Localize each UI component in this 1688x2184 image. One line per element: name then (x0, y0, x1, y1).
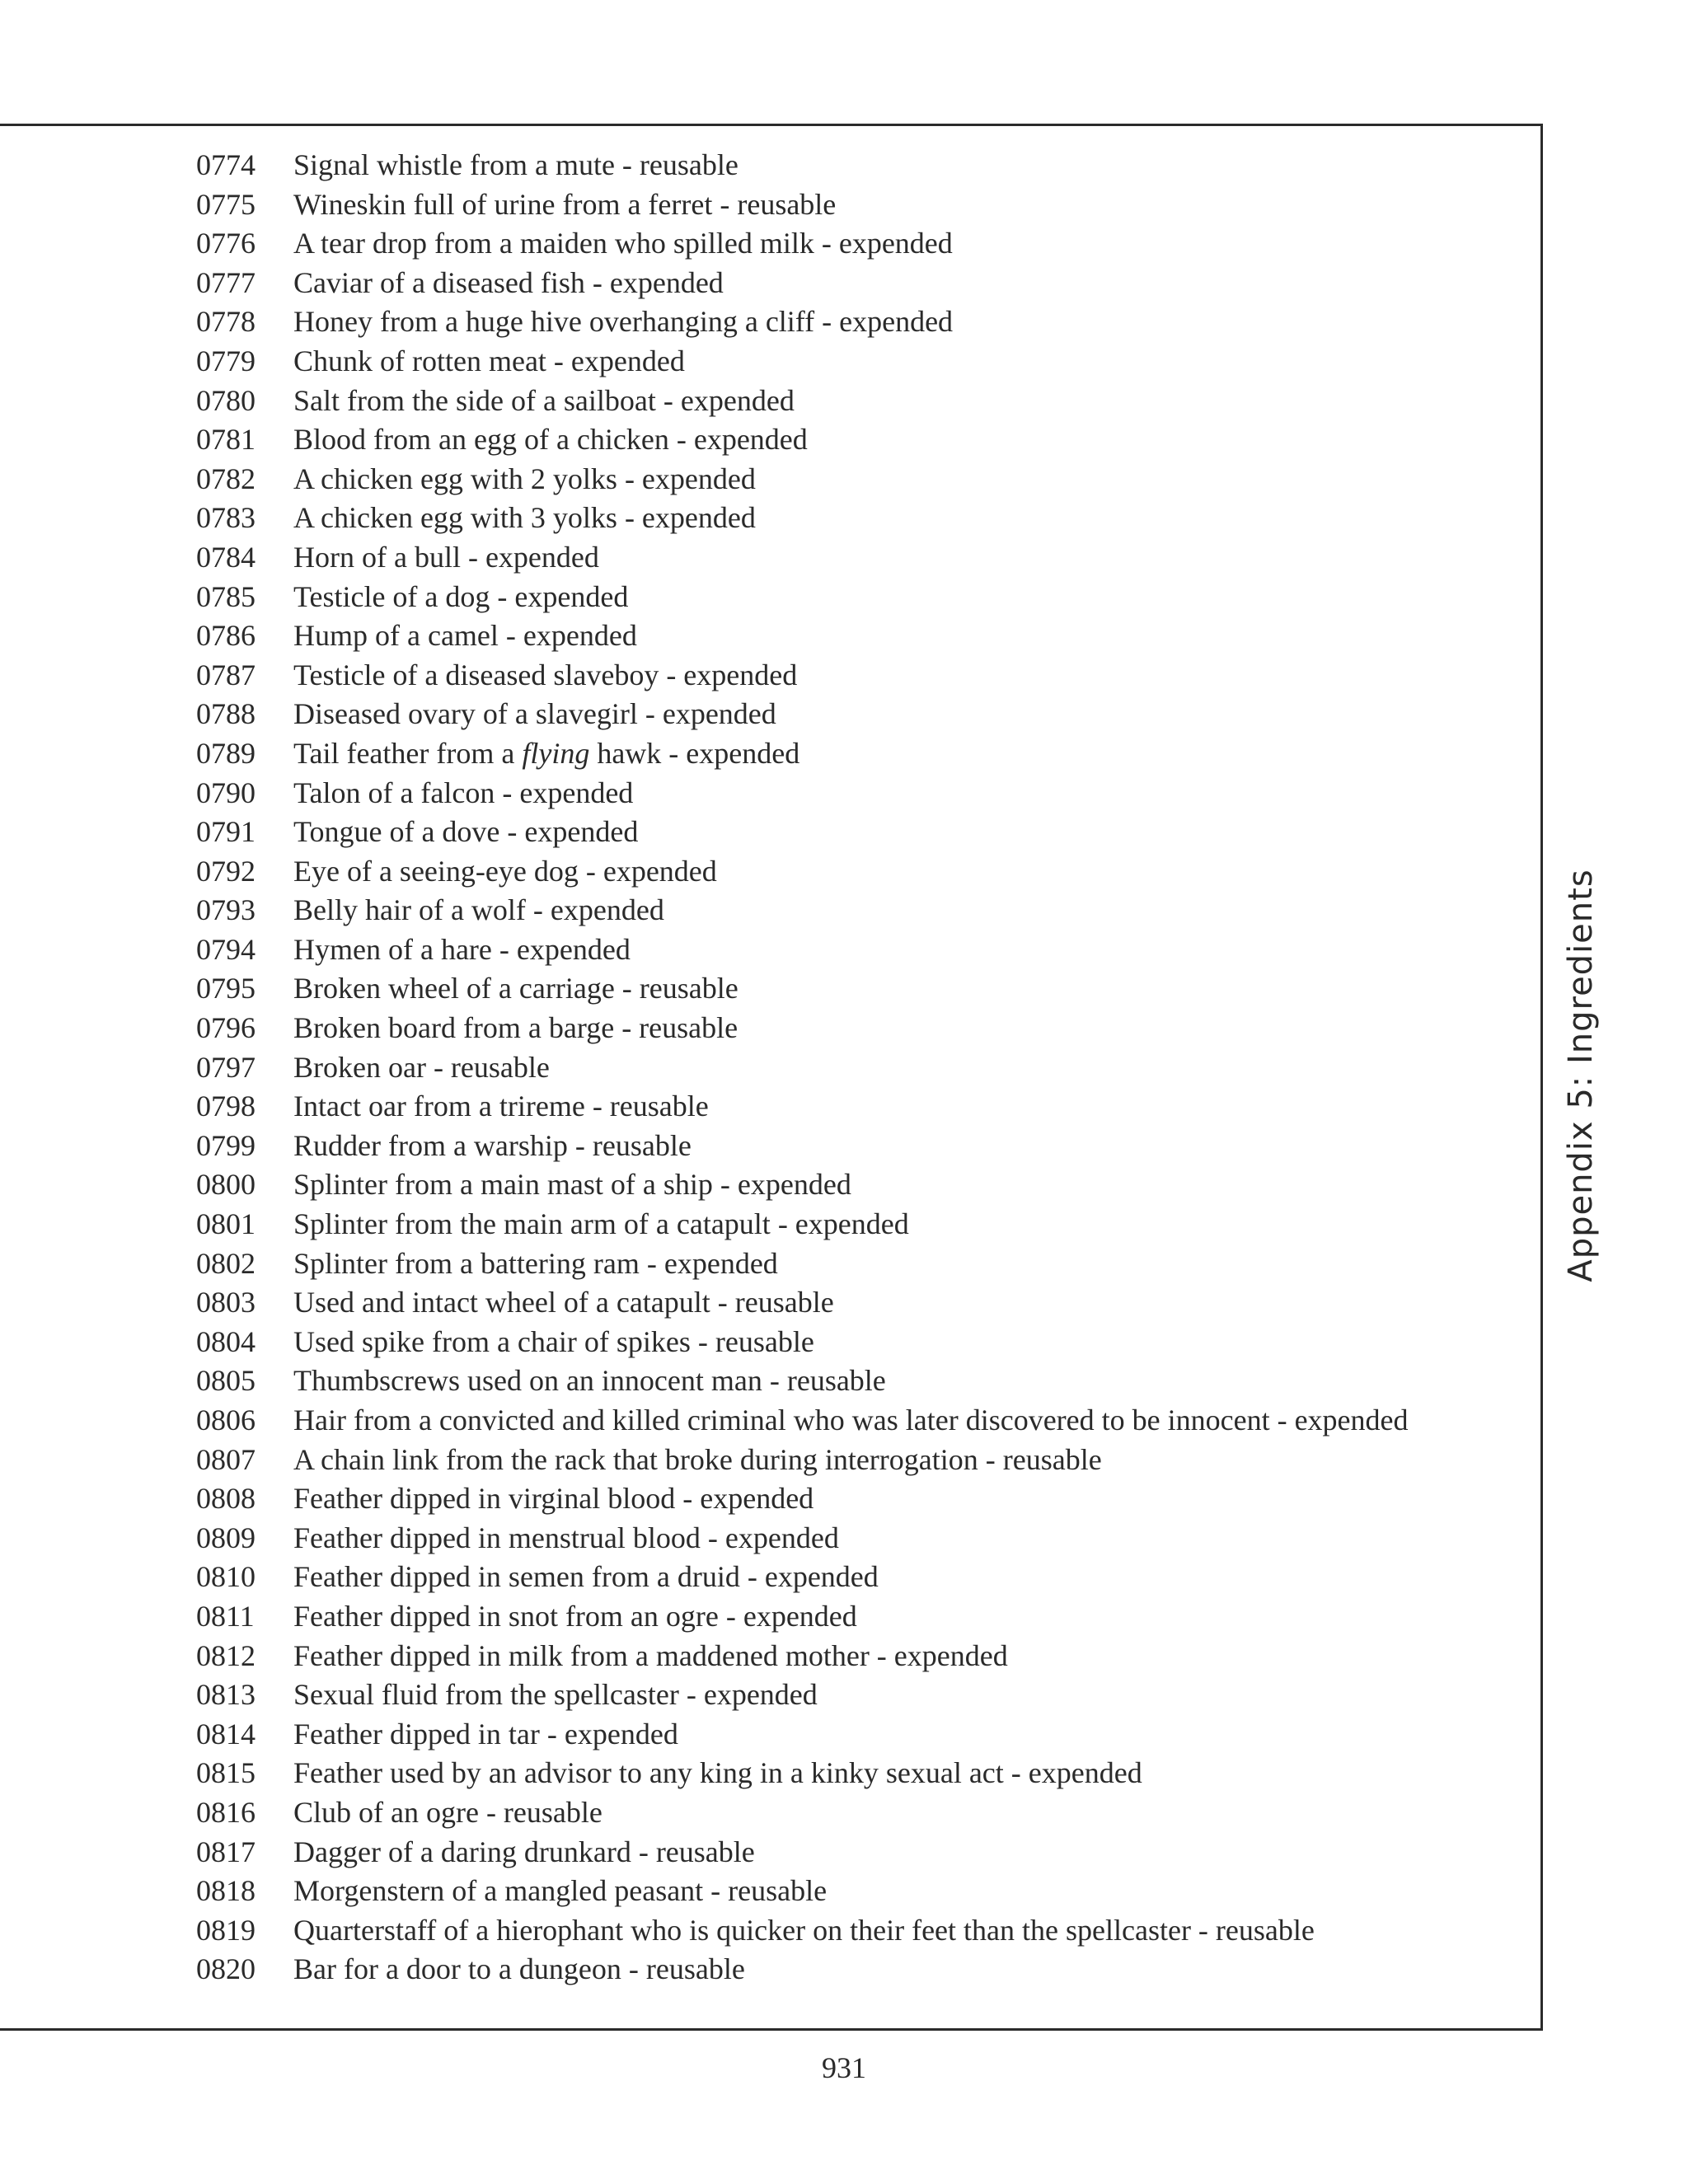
entry-text: A chicken egg with 2 yolks - expended (293, 462, 756, 495)
entry-number: 0802 (196, 1246, 256, 1280)
entry-text: Blood from an egg of a chicken - expended (293, 423, 808, 457)
entry-text: Hair from a convicted and killed criminal who was later discovered to be innocent - expended (293, 1404, 1409, 1436)
list-item (196, 891, 1409, 930)
entry-number: 0819 (196, 1913, 256, 1947)
entry-text: Feather dipped in snot from an ogre - expended (293, 1599, 857, 1633)
entry-text: Tongue of a dove - expended (293, 815, 639, 849)
entry-text: Splinter from the main arm of a catapult - expended (293, 1207, 909, 1241)
entry-number: 0785 (196, 579, 256, 613)
entry-number: 0795 (196, 972, 256, 1005)
list-item (196, 1637, 1409, 1676)
list-item (196, 302, 1409, 342)
entry-number: 0801 (196, 1207, 256, 1241)
entry-number: 0776 (196, 227, 256, 260)
entry-number: 0794 (196, 932, 256, 966)
entry-text (293, 737, 799, 770)
entry-text: Horn of a bull - expended (293, 540, 599, 574)
list-item (196, 1558, 1409, 1597)
entry-text: Feather dipped in semen from a druid - expended (293, 1560, 879, 1594)
entry-text: Splinter from a battering ram - expended (293, 1246, 778, 1280)
entry-number: 0817 (196, 1835, 256, 1868)
list-item (196, 1048, 1409, 1088)
entry-text: Testicle of a dog - expended (293, 579, 629, 613)
entry-text: Signal whistle from a mute - reusable (293, 148, 738, 181)
list-item (196, 656, 1409, 696)
entry-number: 0814 (196, 1717, 256, 1750)
list-item (196, 224, 1409, 264)
list-item (196, 1087, 1409, 1127)
ingredient-list (196, 146, 1409, 1990)
entry-number: 0778 (196, 305, 256, 339)
list-item (196, 1675, 1409, 1715)
entry-number: 0786 (196, 619, 256, 653)
sidebar-title-text: Appendix 5: Ingredients (1562, 869, 1600, 1282)
entry-text: Diseased ovary of a slavegirl - expended (293, 697, 776, 731)
entry-text: Chunk of rotten meat - expended (293, 344, 685, 377)
entry-number: 0792 (196, 854, 256, 888)
entry-number: 0818 (196, 1874, 256, 1908)
entry-number: 0784 (196, 540, 256, 574)
entry-text: A chicken egg with 3 yolks - expended (293, 501, 756, 535)
entry-number: 0806 (196, 1404, 256, 1436)
entry-number: 0820 (196, 1952, 256, 1986)
list-item (196, 1793, 1409, 1833)
entry-text: Club of an ogre - reusable (293, 1795, 603, 1829)
entry-text: Feather dipped in virginal blood - expended (293, 1482, 814, 1516)
entry-text: Feather used by an advisor to any king in a kinky sexual act - expended (293, 1756, 1142, 1790)
entry-text: A chain link from the rack that broke during interrogation - reusable (293, 1442, 1102, 1476)
entry-number: 0800 (196, 1168, 256, 1202)
entry-number: 0812 (196, 1638, 256, 1672)
entry-number: 0805 (196, 1364, 256, 1398)
list-item (196, 1401, 1409, 1441)
entry-text: Dagger of a daring drunkard - reusable (293, 1835, 755, 1868)
entry-number: 0807 (196, 1442, 256, 1476)
list-item (196, 616, 1409, 656)
entry-text: Honey from a huge hive overhanging a cliff - expended (293, 305, 954, 339)
entry-number: 0815 (196, 1756, 256, 1790)
entry-text: Testicle of a diseased slaveboy - expended (293, 658, 798, 691)
list-item (196, 734, 1409, 774)
list-item (196, 499, 1409, 538)
entry-number: 0775 (196, 187, 256, 221)
entry-number: 0797 (196, 1050, 256, 1084)
list-item (196, 1833, 1409, 1872)
entry-number: 0782 (196, 462, 256, 495)
entry-text-part: Tail feather from a (293, 736, 523, 770)
list-item (196, 813, 1409, 852)
list-item (196, 1165, 1409, 1205)
list-item (196, 1911, 1409, 1951)
entry-text: Quarterstaff of a hierophant who is quicker on their feet than the spellcaster - reusable (293, 1913, 1315, 1947)
entry-number: 0790 (196, 776, 256, 809)
entry-number: 0809 (196, 1521, 256, 1554)
entry-number: 0808 (196, 1482, 256, 1516)
list-item (196, 1519, 1409, 1558)
entry-text: Talon of a falcon - expended (293, 776, 634, 809)
list-item (196, 264, 1409, 303)
entry-number: 0810 (196, 1560, 256, 1594)
list-item (196, 1479, 1409, 1519)
list-item (196, 1323, 1409, 1362)
list-item (196, 1872, 1409, 1911)
entry-text: Broken oar - reusable (293, 1050, 550, 1084)
entry-number: 0788 (196, 697, 256, 731)
entry-text: Rudder from a warship - reusable (293, 1128, 692, 1162)
list-item (196, 1283, 1409, 1323)
list-item (196, 852, 1409, 892)
entry-number: 0816 (196, 1795, 256, 1829)
entry-text: Salt from the side of a sailboat - expended (293, 383, 795, 417)
list-item (196, 1441, 1409, 1480)
entry-text: Feather dipped in tar - expended (293, 1717, 678, 1750)
entry-number: 0799 (196, 1128, 256, 1162)
entry-text: Hymen of a hare - expended (293, 932, 631, 966)
entry-text: Broken board from a barge - reusable (293, 1011, 738, 1045)
entry-number: 0796 (196, 1011, 256, 1045)
entry-number: 0793 (196, 893, 256, 927)
list-item (196, 460, 1409, 499)
list-item (196, 1715, 1409, 1755)
entry-text: Bar for a door to a dungeon - reusable (293, 1952, 745, 1986)
entry-number: 0804 (196, 1324, 256, 1358)
entry-number: 0791 (196, 815, 256, 849)
list-item (196, 420, 1409, 460)
entry-text: Splinter from a main mast of a ship - expended (293, 1168, 851, 1202)
entry-number: 0779 (196, 344, 256, 377)
entry-number: 0803 (196, 1286, 256, 1319)
entry-text: Feather dipped in milk from a maddened mother - expended (293, 1638, 1008, 1672)
entry-number: 0798 (196, 1090, 256, 1123)
entry-text-emphasis: flying (522, 736, 590, 770)
list-item (196, 342, 1409, 382)
list-item (196, 1597, 1409, 1637)
list-item (196, 1009, 1409, 1048)
entry-number: 0811 (196, 1599, 255, 1633)
list-item (196, 969, 1409, 1009)
entry-number: 0774 (196, 148, 256, 181)
list-item (196, 1950, 1409, 1990)
entry-number: 0789 (196, 736, 256, 770)
entry-text-part: hawk - expended (589, 736, 800, 770)
entry-text: Sexual fluid from the spellcaster - expended (293, 1678, 818, 1712)
entry-text: A tear drop from a maiden who spilled milk - expended (293, 227, 953, 260)
entry-text: Used and intact wheel of a catapult - reusable (293, 1286, 834, 1319)
entry-number: 0813 (196, 1678, 256, 1712)
list-item (196, 930, 1409, 970)
entry-text: Intact oar from a trireme - reusable (293, 1090, 709, 1123)
list-item (196, 695, 1409, 734)
entry-number: 0783 (196, 501, 256, 535)
entry-text: Eye of a seeing-eye dog - expended (293, 854, 717, 888)
entry-number: 0777 (196, 265, 256, 299)
list-item (196, 1244, 1409, 1284)
entry-text: Feather dipped in menstrual blood - expended (293, 1521, 839, 1554)
list-item (196, 578, 1409, 617)
list-item (196, 382, 1409, 421)
list-item (196, 774, 1409, 813)
list-item (196, 1205, 1409, 1244)
entry-text: Broken wheel of a carriage - reusable (293, 972, 738, 1005)
list-item (196, 1361, 1409, 1401)
entry-text: Morgenstern of a mangled peasant - reusable (293, 1874, 828, 1908)
entry-text: Used spike from a chair of spikes - reusable (293, 1324, 814, 1358)
list-item (196, 538, 1409, 578)
entry-text: Hump of a camel - expended (293, 619, 637, 653)
entry-text: Caviar of a diseased fish - expended (293, 265, 724, 299)
list-item (196, 1127, 1409, 1166)
page-number: 931 (822, 2051, 866, 2084)
entry-number: 0780 (196, 383, 256, 417)
entry-text: Thumbscrews used on an innocent man - reusable (293, 1364, 886, 1398)
entry-number: 0781 (196, 423, 256, 457)
list-item (196, 185, 1409, 225)
entry-number: 0787 (196, 658, 256, 691)
list-item (196, 1754, 1409, 1793)
list-item (196, 146, 1409, 185)
entry-text: Wineskin full of urine from a ferret - reusable (293, 187, 837, 221)
entry-text: Belly hair of a wolf - expended (293, 893, 664, 927)
